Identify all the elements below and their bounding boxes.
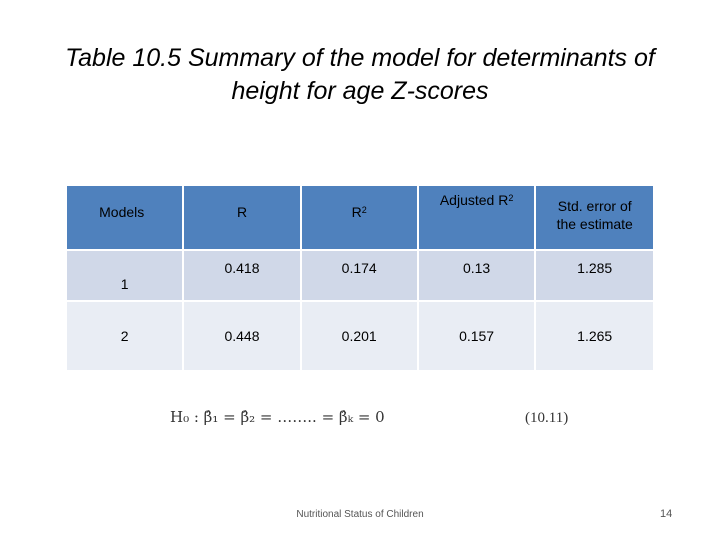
model-summary-table	[67, 186, 653, 370]
null-hypothesis-formula: H₀ : β̂₁ = β̂₂ = …….. = β̂ₖ = 0	[170, 408, 385, 426]
cell-r: 0.418	[183, 250, 300, 301]
header-std-error: Std. error of the estimate	[535, 186, 653, 250]
cell-std-error: 1.265	[535, 301, 653, 370]
cell-model: 2	[67, 301, 183, 370]
header-r-squared: $R^2$	[301, 186, 418, 250]
table-header-row	[67, 186, 653, 250]
header-models: Models	[67, 186, 183, 250]
formula-number: (10.11)	[525, 410, 569, 426]
page-number: 14	[660, 508, 673, 520]
slide-title: Table 10.5 Summary of the model for determinants of height for age Z-scores	[65, 44, 655, 105]
cell-adjusted-r-squared: 0.13	[418, 250, 536, 301]
header-adjusted-r-squared: Adjusted $R^2$	[418, 186, 536, 250]
table-row	[67, 250, 653, 301]
cell-model: 1	[67, 250, 183, 301]
cell-r-squared: 0.174	[301, 250, 418, 301]
cell-r: 0.448	[183, 301, 300, 370]
cell-std-error: 1.285	[535, 250, 653, 301]
header-r: R	[183, 186, 300, 250]
cell-adjusted-r-squared: 0.157	[418, 301, 536, 370]
slide-footer: Nutritional Status of Children	[296, 509, 424, 520]
table-row	[67, 301, 653, 370]
cell-r-squared: 0.201	[301, 301, 418, 370]
